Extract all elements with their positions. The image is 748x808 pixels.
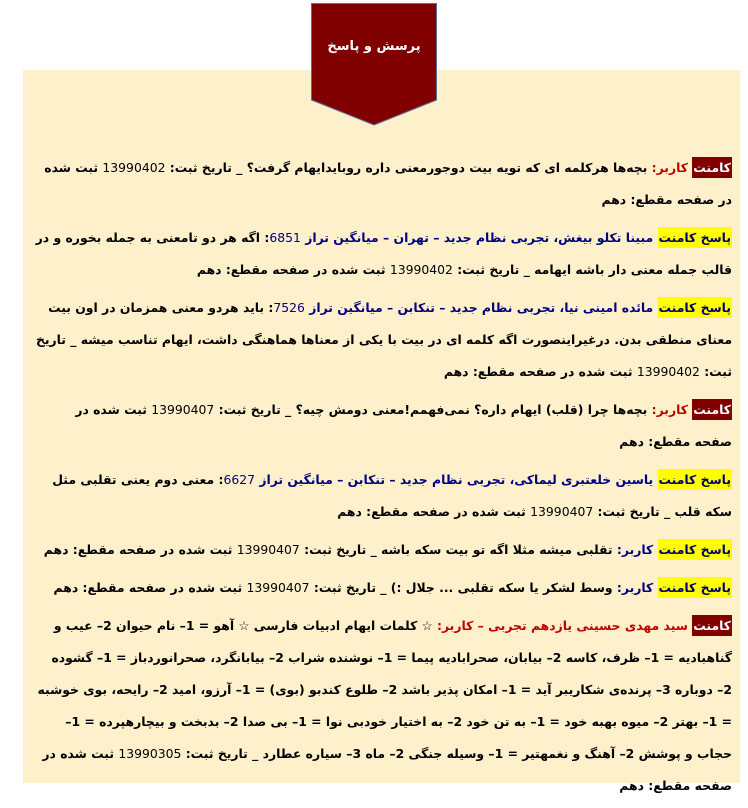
- reply-author: کاربر:: [616, 580, 654, 595]
- comment-date: 13990305: [118, 746, 182, 761]
- page-title: پرسش و پاسخ: [327, 39, 421, 54]
- reply-score: 6851: [269, 230, 301, 245]
- comment-tail: ثبت شده در صفحه مقطع: دهم: [42, 746, 732, 793]
- comment-body: بچه‌ها هرکلمه ای که تویه بیت دوجورمعنی داره روبایدایهام گرفت؟ _ تاریخ ثبت:: [165, 160, 652, 175]
- comment-badge: کامنت: [692, 157, 732, 178]
- reply-tail: ثبت شده در صفحه مقطع: دهم: [53, 580, 247, 595]
- reply-date: 13990407: [246, 580, 310, 595]
- reply: [35, 464, 732, 528]
- reply-body: : باید هردو معنی همزمان در اون بیت معنای منطقی بدن. درغیراینصورت اگه کلمه ای در بیت با یکی از معناها هماهنگی داشت، ایهام تناسب میشه _ تاریخ ثبت:: [35, 300, 732, 379]
- banner-shape: [311, 3, 437, 127]
- comment-date: 13990407: [151, 402, 215, 417]
- reply-badge: پاسخ کامنت: [658, 539, 732, 560]
- reply-badge: پاسخ کامنت: [658, 227, 732, 248]
- reply: [35, 292, 732, 388]
- comment-author: سید مهدی حسینی یازدهم تجربی – کاربر:: [437, 618, 688, 633]
- comment: [35, 394, 732, 458]
- comment-date: 13990402: [102, 160, 166, 175]
- reply-badge: پاسخ کامنت: [658, 469, 732, 490]
- reply-badge: پاسخ کامنت: [658, 577, 732, 598]
- comment-body: بچه‌ها چرا (قلب) ایهام داره؟ نمی‌فهمم!معنی دومش چیه؟ _ تاریخ ثبت:: [214, 402, 652, 417]
- reply-tail: ثبت شده در صفحه مقطع: دهم: [196, 262, 390, 277]
- reply-body: تقلبی میشه مثلا اگه تو بیت سکه باشه _ تاریخ ثبت:: [299, 542, 617, 557]
- comment-author: کاربر:: [651, 402, 688, 417]
- comment-badge: کامنت: [692, 615, 732, 636]
- reply-badge: پاسخ کامنت: [658, 297, 732, 318]
- reply-score: 7526: [273, 300, 305, 315]
- reply-body: وسط لشکر یا سکه تقلبی ... جلال :) _ تاریخ ثبت:: [309, 580, 617, 595]
- reply: [35, 222, 732, 286]
- reply-author: مائده امینی نیا، تجربی نظام جدید – تنکابن – میانگین تراز: [309, 300, 654, 315]
- reply-score: 6627: [223, 472, 255, 487]
- comment-body: ☆ کلمات ایهام ادبیات فارسی ☆ آهو = 1– نام حیوان 2– عیب و گناهبادیه = 1– ظرف، کاسه 2– بیابان، صحرابادیه پیما = 1– نوشنده شراب 2– بیابانگرد، صحرانوردباز = 1– گشوده 2– دوباره 3– پرنده‌ی شکاریبر آید = 1– امکان پذیر باشد 2– طلوع کندبو (بوی) = 1– آرزو، امید 2– رایحه، بوی خوشبه = 1– بهتر 2– میوه بهبه خود = 1– به تن خود 2– به اختیار خودبی نوا = 1– بی صدا 2– بدبخت و بیچارهپرده = 1– حجاب و پوشش 2– آهنگ و نغمهتیر = 1– وسیله جنگی 2– ماه 3– سیاره عطارد _ تاریخ ثبت:: [37, 618, 732, 761]
- comment-tail: ثبت شده در صفحه مقطع: دهم: [44, 160, 732, 207]
- comment: [35, 152, 732, 216]
- comment-tail: ثبت شده در صفحه مقطع: دهم: [75, 402, 732, 449]
- reply: [35, 534, 732, 566]
- reply-date: 13990402: [389, 262, 453, 277]
- reply-tail: ثبت شده در صفحه مقطع: دهم: [43, 542, 237, 557]
- comments-list: [35, 152, 732, 808]
- reply-tail: ثبت شده در صفحه مقطع: دهم: [443, 364, 637, 379]
- reply-date: 13990402: [636, 364, 700, 379]
- reply-date: 13990407: [530, 504, 594, 519]
- comment: [35, 610, 732, 802]
- reply-body: : اگه هر دو تامعنی به جمله بخوره و در قالب جمله معنی دار باشه ایهامه _ تاریخ ثبت:: [35, 230, 732, 277]
- comment-author: کاربر:: [651, 160, 688, 175]
- reply-author: یاسین خلعتبری لیماکی، تجربی نظام جدید – تنکابن – میانگین تراز: [259, 472, 654, 487]
- reply-tail: ثبت شده در صفحه مقطع: دهم: [337, 504, 531, 519]
- section-banner: [311, 3, 437, 126]
- reply-date: 13990407: [236, 542, 300, 557]
- comment-badge: کامنت: [692, 399, 732, 420]
- reply-author: مبینا تکلو بیغش، تجربی نظام جدید – تهران – میانگین تراز: [305, 230, 654, 245]
- reply: [35, 572, 732, 604]
- reply-author: کاربر:: [616, 542, 654, 557]
- reply-body: : معنی دوم یعنی تقلبی مثل سکه قلب _ تاریخ ثبت:: [52, 472, 732, 519]
